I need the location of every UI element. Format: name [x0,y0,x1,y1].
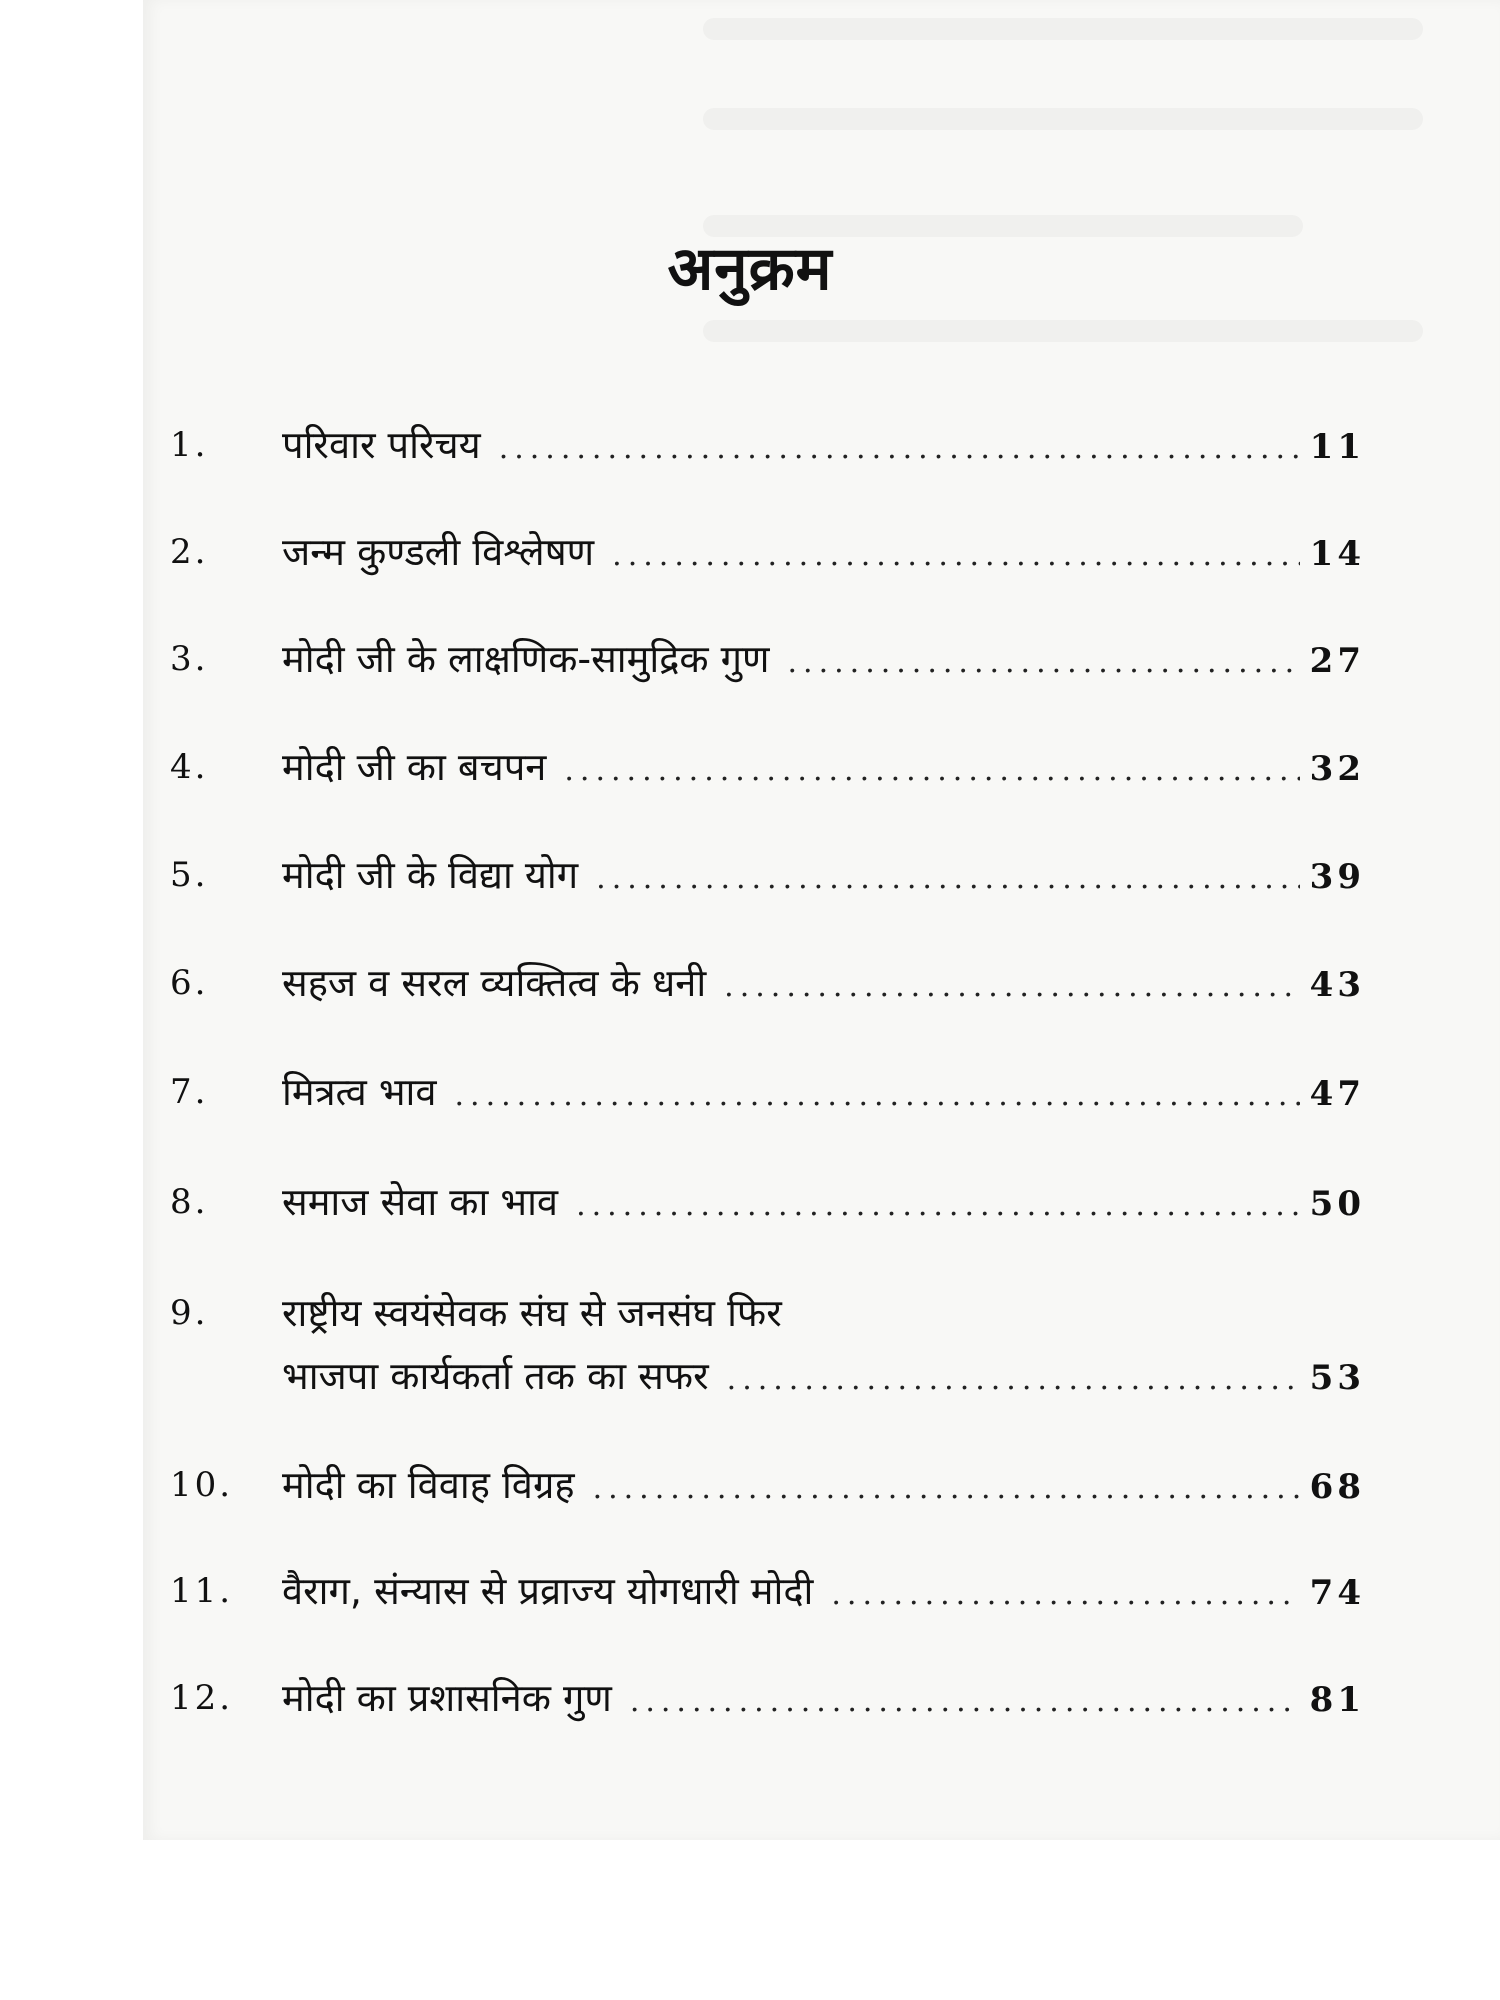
entry-number: 10. [170,1465,234,1505]
dot-leader [724,957,1300,1017]
entry-title: मोदी का विवाह विग्रह [282,1463,575,1507]
dot-leader [612,526,1300,586]
entry-number: 4. [170,747,209,787]
entry-title: जन्म कुण्डली विश्लेषण [282,530,595,574]
toc-entry-1[interactable] [170,415,1365,475]
entry-page-number: 32 [1309,749,1365,789]
entry-title: भाजपा कार्यकर्ता तक का सफर [282,1354,709,1398]
entry-title-line-1: राष्ट्रीय स्वयंसेवक संघ से जनसंघ फिर [282,1291,782,1335]
toc-entry-8[interactable] [170,1172,1365,1232]
entry-page-number: 81 [1309,1680,1365,1720]
dot-leader [788,633,1300,693]
entry-title: मोदी जी के लाक्षणिक-सामुद्रिक गुण [282,637,770,681]
entry-page-number: 50 [1309,1184,1365,1224]
toc-entry-11[interactable] [170,1561,1365,1621]
dot-leader [576,1176,1300,1236]
entry-title: सहज व सरल व्यक्तित्व के धनी [282,961,707,1005]
entry-title: मोदी जी के विद्या योग [282,853,579,897]
dot-leader [831,1565,1299,1625]
entry-number: 3. [170,639,209,679]
toc-entry-2[interactable] [170,522,1365,582]
show-through-mark [703,108,1423,130]
entry-page-number: 68 [1309,1467,1365,1507]
entry-title: समाज सेवा का भाव [282,1180,559,1224]
dot-leader [596,849,1300,909]
entry-title: परिवार परिचय [282,423,481,467]
toc-entry-5[interactable] [170,845,1365,905]
toc-entry-9[interactable] [170,1283,1365,1413]
entry-number: 5. [170,855,209,895]
entry-title: मित्रत्व भाव [282,1070,437,1114]
dot-leader [455,1066,1300,1126]
toc-entry-10[interactable] [170,1455,1365,1515]
entry-number: 1. [170,425,209,465]
toc-entry-3[interactable] [170,629,1365,689]
entry-number: 9. [170,1293,209,1333]
entry-number: 8. [170,1182,209,1222]
dot-leader [593,1459,1300,1519]
entry-page-number: 14 [1309,534,1365,574]
entry-number: 12. [170,1678,234,1718]
toc-entry-12[interactable] [170,1668,1365,1728]
entry-number: 6. [170,963,209,1003]
toc-entry-7[interactable] [170,1062,1365,1122]
entry-title: मोदी का प्रशासनिक गुण [282,1676,612,1720]
entry-title: वैराग, संन्यास से प्रव्राज्य योगधारी मोदी [282,1569,814,1613]
show-through-mark [703,18,1423,40]
toc-entry-4[interactable] [170,737,1365,797]
toc-entry-6[interactable] [170,953,1365,1013]
entry-page-number: 43 [1309,965,1365,1005]
entry-page-number: 39 [1309,857,1365,897]
entry-page-number: 11 [1309,427,1365,467]
entry-number: 11. [170,1571,234,1611]
dot-leader [630,1672,1300,1732]
page-title: अनुक्रम [667,234,833,304]
dot-leader [564,741,1299,801]
entry-page-number: 53 [1309,1358,1365,1398]
dot-leader [727,1350,1300,1410]
entry-title: मोदी जी का बचपन [282,745,547,789]
entry-page-number: 74 [1309,1573,1365,1613]
entry-page-number: 47 [1309,1074,1365,1114]
entry-number: 2. [170,532,209,572]
entry-page-number: 27 [1309,641,1365,681]
dot-leader [499,419,1300,479]
entry-number: 7. [170,1072,209,1112]
show-through-mark [703,320,1423,342]
